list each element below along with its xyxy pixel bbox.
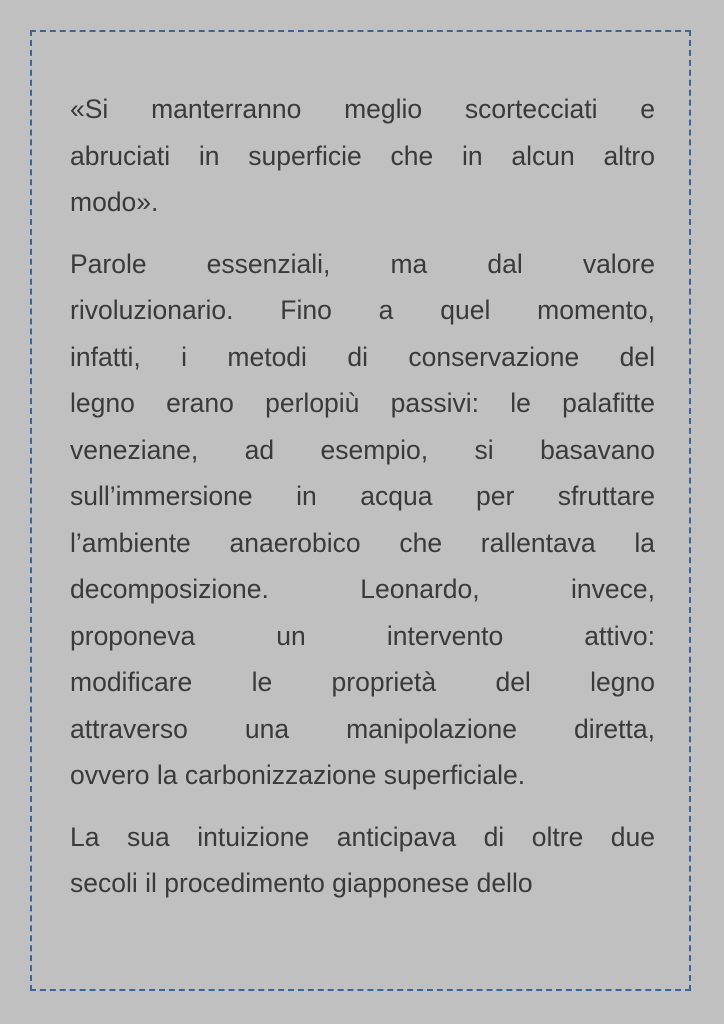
text-line: infatti, i metodi di conservazione del xyxy=(70,341,655,372)
paragraph xyxy=(70,241,655,799)
text-line: rivoluzionario. Fino a quel momento, xyxy=(70,295,655,325)
text-line: Parole essenziali, ma dal valore xyxy=(70,248,655,279)
text-line: sull’immersione in acqua per sfruttare xyxy=(70,481,655,511)
document-body xyxy=(70,86,655,922)
text-line: legno erano perlopiù passivi: le palafitte xyxy=(70,388,655,418)
paragraph xyxy=(70,86,655,226)
text-line: proponeva un intervento attivo: xyxy=(70,620,655,651)
text-line: abruciati in superficie che in alcun altro xyxy=(70,140,655,171)
text-line: veneziane, ad esempio, si basavano xyxy=(70,434,655,465)
text-line: La sua intuizione anticipava di oltre due xyxy=(70,821,655,852)
text-line: l’ambiente anaerobico che rallentava la xyxy=(70,527,655,558)
text-line: attraverso una manipolazione diretta, xyxy=(70,713,655,744)
text-line: modificare le proprietà del legno xyxy=(70,667,655,697)
text-line: decomposizione. Leonardo, invece, xyxy=(70,574,655,604)
text-line: secoli il procedimento giapponese dello xyxy=(70,868,533,898)
text-line: ovvero la carbonizzazione superficiale. xyxy=(70,760,526,790)
paragraph xyxy=(70,814,655,907)
text-line: «Si manterranno meglio scortecciati e xyxy=(70,94,655,124)
text-line: modo». xyxy=(70,187,159,217)
